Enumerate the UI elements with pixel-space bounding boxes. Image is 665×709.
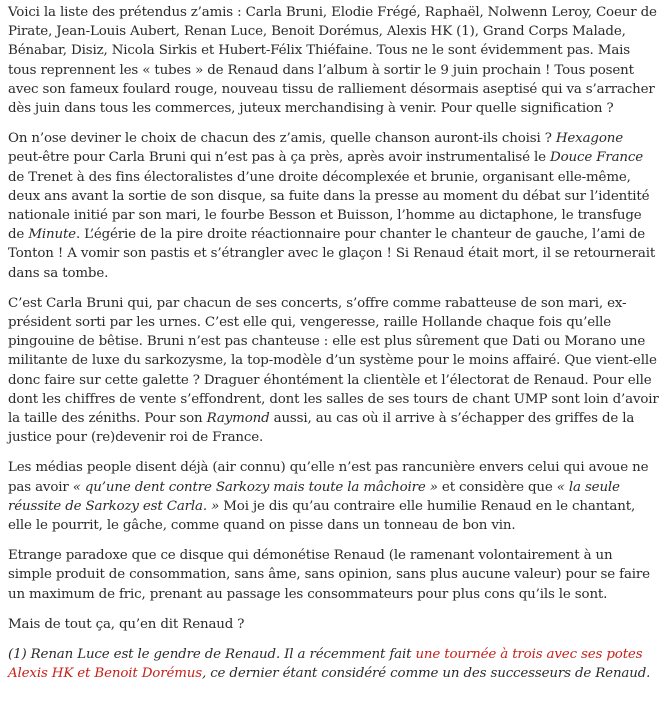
paragraph-question xyxy=(8,615,660,634)
paragraph-carla-bruni xyxy=(8,294,660,448)
tour-link[interactable]: une tournée à trois avec ses potes Alexis HK et Benoit Dorémus xyxy=(8,647,643,682)
paragraph-text: aussi, au cas où il arrive à s’échapper des griffes de la justice pour (re)devenir roi de France. xyxy=(8,411,635,446)
paragraph-text: de Trenet à des fins électoralistes d’une droite décomplexée et brunie, organisant elle-même, deux ans avant la sortie de son disque, sa fuite dans la presse au moment du débat sur l’identité nationale initié par son mari, le fourbe Besson et Buisson, l’homme au dictaphone, le transfuge de xyxy=(8,169,650,243)
paragraph-text: Les médias people disent déjà (air connu) qu’elle n’est pas rancunière envers celui qui avoue ne pas avoir xyxy=(8,460,649,495)
paragraph-media-people xyxy=(8,458,660,535)
song-title-douce-france: Douce France xyxy=(550,150,644,166)
paragraph-text: Etrange paradoxe que ce disque qui démonétise Renaud (le ramenant volontairement à un simple produit de consommation, sans âme, sans opinion, sans plus aucune valeur) pour se faire un maximum de fric, prenant au passage les consommateurs pour plus cons qu’ils le sont. xyxy=(8,548,650,602)
song-title-hexagone: Hexagone xyxy=(555,131,623,147)
quote-machoire: « qu’une dent contre Sarkozy mais toute la mâchoire » xyxy=(72,479,438,495)
footnote xyxy=(8,645,660,683)
footnote-text: (1) Renan Luce est le gendre de Renaud. Il a récemment fait xyxy=(8,647,416,663)
paragraph-text: Voici la liste des prétendus z’amis : Carla Bruni, Elodie Frégé, Raphaël, Nolwenn Leroy, Coeur de Pirate, Jean-Louis Aubert, Renan Luce, Benoit Dorémus, Alexis HK (1), Grand Corps Malade, Bénabar, Disiz, Nicola Sirkis et Hubert-Félix Thiéfaine. Tous ne le sont évidemment pas. Mais tous reprennent les « tubes » de Renaud dans l’album à sortir le 9 juin prochain ! Tous posent avec son fameux foulard rouge, nouveau tissu de ralliement désormais aseptisé qui va s’arracher dès juin dans tous les commerces, juteux merchandising à venir. Pour quelle signification ? xyxy=(8,5,657,117)
paragraph-text: On n’ose deviner le choix de chacun des z’amis, quelle chanson auront-ils choisi ? xyxy=(8,131,556,147)
quote-seule-reussite: « la seule réussite de Sarkozy est Carla. » xyxy=(8,479,620,514)
article-body xyxy=(8,3,660,684)
paragraph-song-choice xyxy=(8,129,660,283)
paragraph-text: peut-être pour Carla Bruni qui n’est pas à ça près, après avoir instrumentalisé le xyxy=(8,150,550,166)
footnote-text: , ce dernier étant considéré comme un des successeurs de Renaud. xyxy=(201,666,651,682)
paragraph-text: Mais de tout ça, qu’en dit Renaud ? xyxy=(8,616,245,632)
name-raymond: Raymond xyxy=(206,411,270,427)
paragraph-guest-list xyxy=(8,3,660,118)
publication-minute: Minute xyxy=(28,227,76,243)
paragraph-text: C’est Carla Bruni qui, par chacun de ses concerts, s’offre comme rabatteuse de son mari, ex-président sorti par les urnes. C’est elle qui, vengeresse, raille Hollande chaque fois qu’elle pingouine de bêtise. Bruni n’est pas chanteuse : elle est plus sûrement que Dati ou Morano une militante de luxe du sarkozysme, la top-modèle d’un système pour le moins affairé. Que vient-elle donc faire sur cette galette ? Draguer éhontément la clientèle et l’électorat de Renaud. Pour elle dont les chiffres de vente s’effondrent, dont les salles de ses tours de chant UMP sont loin d’avoir la taille des zéniths. Pour son xyxy=(8,295,659,427)
paragraph-text: . L’égérie de la pire droite réactionnaire pour chanter le chanteur de gauche, l’ami de Tonton ! A vomir son pastis et s’étrangler avec le glaçon ! Si Renaud était mort, il se retournerait dans sa tombe. xyxy=(8,227,656,281)
paragraph-text: et considère que xyxy=(437,479,557,495)
paragraph-text: Moi je dis qu’au contraire elle humilie Renaud en le chantant, elle le pourrit, le gâche, comme quand on pisse dans un tonneau de bon vin. xyxy=(8,498,636,534)
paragraph-paradoxe xyxy=(8,546,660,604)
